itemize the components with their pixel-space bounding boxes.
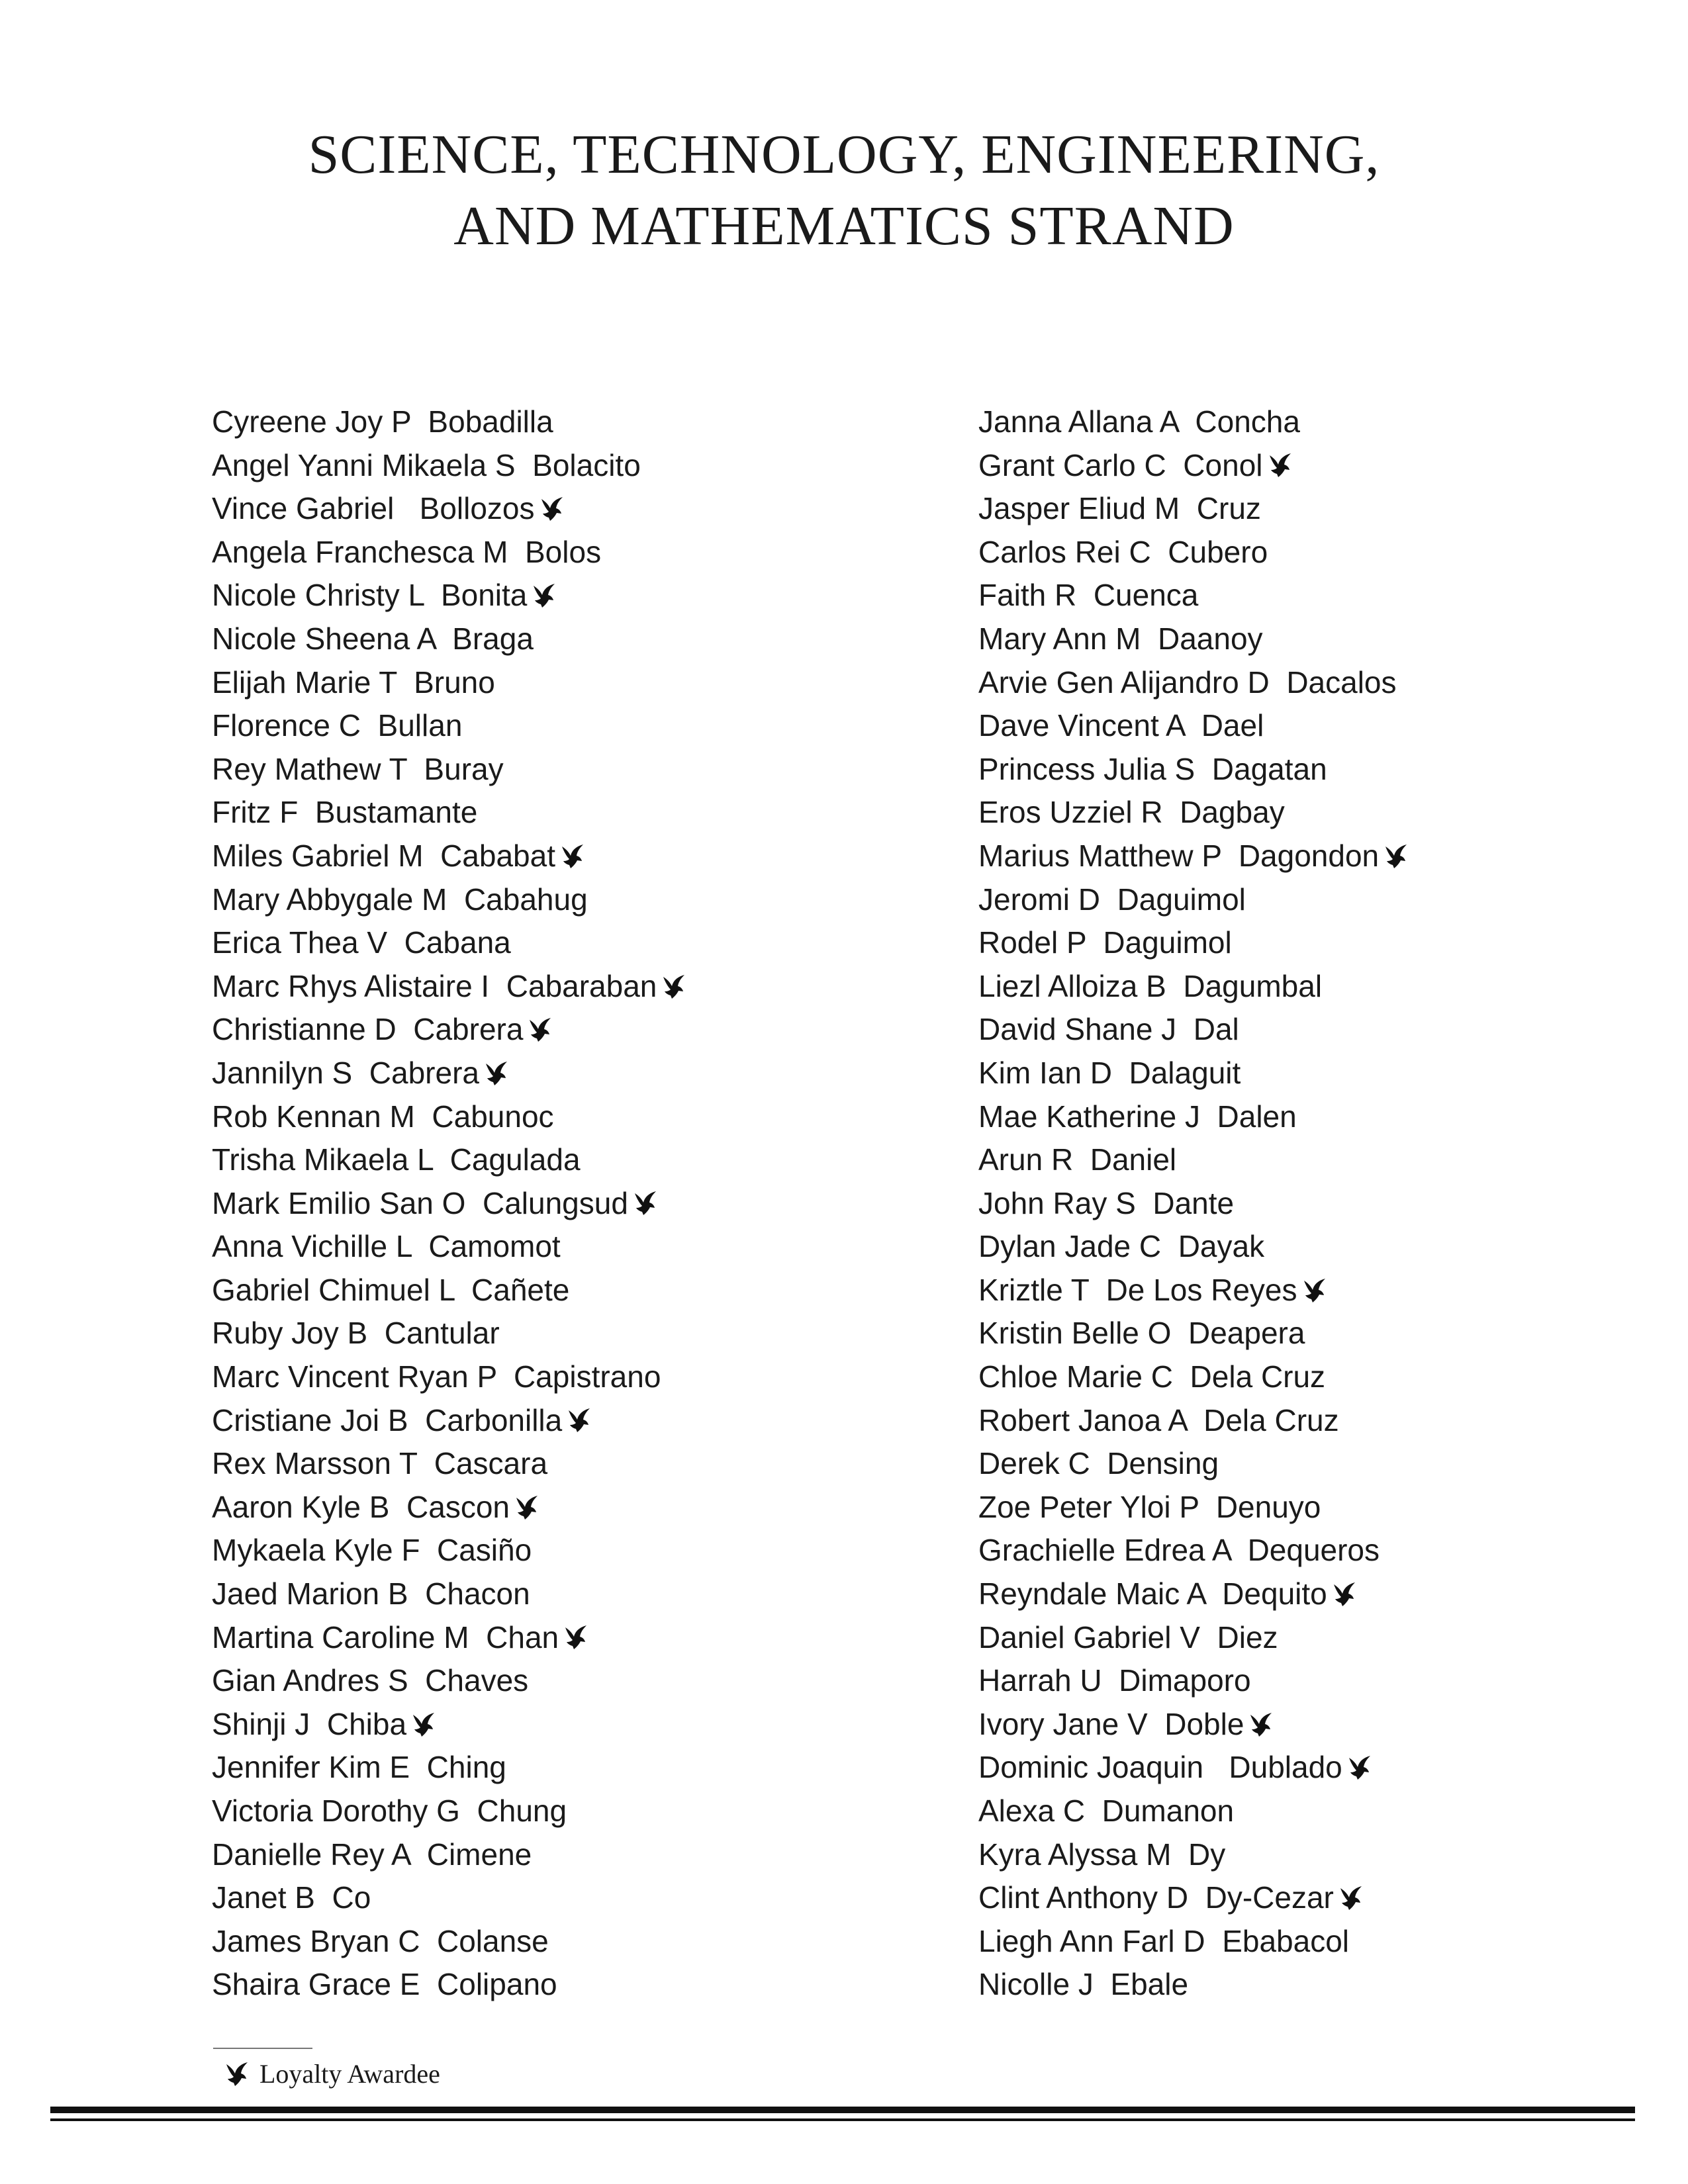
name-entry — [212, 1399, 940, 1443]
name-entry — [978, 1963, 1640, 2007]
name-entry — [212, 1920, 940, 1964]
name-entry — [212, 1312, 940, 1355]
name-text: Marc Vincent Ryan P Capistrano — [212, 1359, 661, 1394]
name-text: Florence C Bullan — [212, 708, 463, 743]
name-entry — [212, 748, 940, 792]
name-text: Harrah U Dimaporo — [978, 1663, 1251, 1698]
name-entry — [978, 1182, 1640, 1226]
name-text: Shinji J Chiba — [212, 1706, 407, 1741]
name-text: Miles Gabriel M Cababat — [212, 838, 555, 873]
name-entry — [978, 1790, 1640, 1833]
name-text: David Shane J Dal — [978, 1012, 1239, 1047]
name-entry — [978, 1399, 1640, 1443]
name-text: Arvie Gen Alijandro D Dacalos — [978, 664, 1397, 700]
name-entry — [978, 1312, 1640, 1355]
name-entry — [212, 1876, 940, 1920]
page-title-line-1: SCIENCE, TECHNOLOGY, ENGINEERING, — [308, 124, 1380, 185]
names-column-left — [212, 400, 940, 2007]
page-title-line-2: AND MATHEMATICS STRAND — [453, 195, 1235, 257]
name-entry — [212, 835, 940, 878]
name-entry — [978, 835, 1640, 878]
name-entry — [212, 617, 940, 661]
name-entry — [212, 1355, 940, 1399]
name-text: Cristiane Joi B Carbonilla — [212, 1402, 563, 1437]
name-entry — [978, 748, 1640, 792]
name-entry — [212, 1138, 940, 1182]
name-text: Liezl Alloiza B Dagumbal — [978, 968, 1323, 1003]
name-text: Gian Andres S Chaves — [212, 1663, 529, 1698]
name-entry — [978, 1572, 1640, 1616]
name-text: Anna Vichille L Camomot — [212, 1229, 561, 1264]
name-text: Mary Abbygale M Cabahug — [212, 882, 588, 917]
name-entry — [978, 1052, 1640, 1095]
eagle-icon — [661, 973, 687, 1001]
name-entry — [212, 1963, 940, 2007]
name-entry — [212, 400, 940, 444]
eagle-icon — [531, 582, 557, 610]
name-text: Reyndale Maic A Dequito — [978, 1576, 1327, 1612]
name-entry — [978, 1138, 1640, 1182]
name-text: Faith R Cuenca — [978, 578, 1199, 613]
eagle-icon — [1267, 451, 1293, 479]
name-text: Liegh Ann Farl D Ebabacol — [978, 1923, 1350, 1958]
name-text: Chloe Marie C Dela Cruz — [978, 1359, 1326, 1394]
bottom-rule-thin — [50, 2118, 1635, 2121]
name-entry — [978, 791, 1640, 835]
name-text: Nicolle J Ebale — [978, 1967, 1189, 2002]
name-entry — [212, 1486, 940, 1529]
name-text: Angela Franchesca M Bolos — [212, 534, 602, 569]
name-text: John Ray S Dante — [978, 1185, 1235, 1220]
name-text: Arun R Daniel — [978, 1142, 1177, 1177]
name-entry — [212, 444, 940, 488]
name-text: Christianne D Cabrera — [212, 1012, 524, 1047]
name-text: Kyra Alyssa M Dy — [978, 1837, 1226, 1872]
name-entry — [978, 617, 1640, 661]
name-entry — [212, 1529, 940, 1572]
name-text: Aaron Kyle B Cascon — [212, 1489, 510, 1524]
name-text: Rex Marsson T Cascara — [212, 1446, 548, 1481]
name-text: Grachielle Edrea A Dequeros — [978, 1533, 1380, 1568]
name-entry — [212, 1790, 940, 1833]
name-text: Princess Julia S Dagatan — [978, 751, 1327, 786]
name-text: Daniel Gabriel V Diez — [978, 1619, 1278, 1655]
name-entry — [978, 1269, 1640, 1312]
eagle-icon — [224, 2060, 250, 2088]
name-text: Rodel P Daguimol — [978, 925, 1232, 960]
name-text: Mae Katherine J Dalen — [978, 1099, 1297, 1134]
eagle-icon — [1383, 842, 1409, 870]
name-entry — [978, 878, 1640, 922]
name-entry — [978, 1355, 1640, 1399]
name-entry — [978, 487, 1640, 531]
name-text: Trisha Mikaela L Cagulada — [212, 1142, 581, 1177]
names-column-right — [978, 400, 1640, 2007]
name-text: Mark Emilio San O Calungsud — [212, 1185, 628, 1220]
eagle-icon — [483, 1060, 510, 1087]
name-entry — [212, 574, 940, 617]
footnote-legend — [224, 2058, 440, 2089]
name-entry — [212, 921, 940, 965]
bottom-rule-thick — [50, 2107, 1635, 2113]
name-entry — [212, 1052, 940, 1095]
name-text: Alexa C Dumanon — [978, 1794, 1235, 1828]
name-text: Rob Kennan M Cabunoc — [212, 1099, 554, 1134]
eagle-icon — [566, 1406, 592, 1434]
name-entry — [978, 1095, 1640, 1139]
name-entry — [978, 965, 1640, 1009]
name-text: Grant Carlo C Conol — [978, 447, 1263, 482]
name-text: Danielle Rey A Cimene — [212, 1837, 532, 1872]
name-entry — [212, 704, 940, 748]
footnote-divider — [213, 2048, 312, 2049]
eagle-icon — [1301, 1277, 1328, 1304]
eagle-icon — [527, 1016, 553, 1044]
name-entry — [978, 921, 1640, 965]
name-text: Zoe Peter Yloi P Denuyo — [978, 1489, 1321, 1524]
name-entry — [212, 1269, 940, 1312]
name-text: Fritz F Bustamante — [212, 795, 478, 830]
name-text: Ruby Joy B Cantular — [212, 1316, 500, 1351]
name-entry — [978, 1529, 1640, 1572]
name-entry — [212, 1095, 940, 1139]
name-text: James Bryan C Colanse — [212, 1923, 549, 1958]
name-text: Kim Ian D Dalaguit — [978, 1055, 1241, 1090]
eagle-icon — [410, 1711, 437, 1739]
name-text: Mykaela Kyle F Casiño — [212, 1533, 532, 1568]
name-text: Nicole Christy L Bonita — [212, 578, 528, 613]
name-text: Janna Allana A Concha — [978, 404, 1300, 439]
name-text: Cyreene Joy P Bobadilla — [212, 404, 553, 439]
name-entry — [978, 1703, 1640, 1747]
name-text: Carlos Rei C Cubero — [978, 534, 1268, 569]
name-text: Marius Matthew P Dagondon — [978, 838, 1380, 873]
name-entry — [978, 661, 1640, 705]
name-text: Elijah Marie T Bruno — [212, 664, 495, 700]
eagle-icon — [514, 1494, 540, 1522]
name-entry — [212, 1833, 940, 1877]
eagle-icon — [539, 495, 565, 523]
name-text: Jasper Eliud M Cruz — [978, 491, 1261, 526]
name-entry — [978, 531, 1640, 574]
name-entry — [978, 1920, 1640, 1964]
name-text: Erica Thea V Cabana — [212, 925, 511, 960]
page-title — [0, 119, 1688, 262]
name-entry — [978, 1659, 1640, 1703]
name-entry — [978, 1616, 1640, 1660]
name-text: Jennifer Kim E Ching — [212, 1750, 506, 1785]
name-entry — [978, 1486, 1640, 1529]
name-text: Victoria Dorothy G Chung — [212, 1794, 567, 1828]
name-entry — [212, 791, 940, 835]
name-entry — [212, 1008, 940, 1052]
eagle-icon — [559, 842, 586, 870]
name-text: Clint Anthony D Dy-Cezar — [978, 1880, 1334, 1915]
name-entry — [978, 574, 1640, 617]
name-entry — [978, 444, 1640, 488]
name-entry — [978, 400, 1640, 444]
name-entry — [212, 1703, 940, 1747]
name-entry — [212, 1572, 940, 1616]
name-text: Marc Rhys Alistaire I Cabaraban — [212, 968, 657, 1003]
name-entry — [212, 1182, 940, 1226]
name-text: Gabriel Chimuel L Cañete — [212, 1272, 570, 1307]
name-text: Jannilyn S Cabrera — [212, 1055, 479, 1090]
eagle-icon — [563, 1623, 589, 1651]
name-entry — [212, 1616, 940, 1660]
eagle-icon — [632, 1189, 659, 1217]
name-entry — [978, 1876, 1640, 1920]
name-text: Robert Janoa A Dela Cruz — [978, 1402, 1339, 1437]
name-entry — [978, 1833, 1640, 1877]
eagle-icon — [1338, 1884, 1364, 1912]
name-text: Janet B Co — [212, 1880, 371, 1915]
name-text: Rey Mathew T Buray — [212, 751, 504, 786]
name-text: Nicole Sheena A Braga — [212, 621, 534, 656]
name-text: Eros Uzziel R Dagbay — [978, 795, 1285, 830]
name-entry — [978, 1442, 1640, 1486]
name-text: Martina Caroline M Chan — [212, 1619, 559, 1655]
footnote-label: Loyalty Awardee — [259, 2059, 440, 2089]
name-entry — [978, 704, 1640, 748]
name-entry — [212, 878, 940, 922]
name-entry — [212, 531, 940, 574]
name-text: Mary Ann M Daanoy — [978, 621, 1263, 656]
name-entry — [978, 1008, 1640, 1052]
name-text: Dylan Jade C Dayak — [978, 1229, 1265, 1264]
name-text: Derek C Densing — [978, 1446, 1219, 1481]
name-entry — [212, 965, 940, 1009]
name-text: Vince Gabriel Bollozos — [212, 491, 535, 526]
name-entry — [978, 1225, 1640, 1269]
name-entry — [212, 661, 940, 705]
name-text: Kristin Belle O Deapera — [978, 1316, 1305, 1351]
name-entry — [212, 1225, 940, 1269]
name-entry — [212, 1746, 940, 1790]
name-text: Angel Yanni Mikaela S Bolacito — [212, 447, 641, 482]
name-text: Jeromi D Daguimol — [978, 882, 1246, 917]
name-text: Shaira Grace E Colipano — [212, 1967, 557, 2002]
name-entry — [978, 1746, 1640, 1790]
name-text: Dave Vincent A Dael — [978, 708, 1264, 743]
eagle-icon — [1331, 1580, 1358, 1608]
name-text: Dominic Joaquin Dublado — [978, 1750, 1342, 1785]
name-text: Jaed Marion B Chacon — [212, 1576, 530, 1612]
name-entry — [212, 1442, 940, 1486]
name-text: Kriztle T De Los Reyes — [978, 1272, 1297, 1307]
name-entry — [212, 1659, 940, 1703]
eagle-icon — [1346, 1754, 1373, 1782]
name-text: Ivory Jane V Doble — [978, 1706, 1244, 1741]
eagle-icon — [1248, 1711, 1274, 1739]
name-entry — [212, 487, 940, 531]
